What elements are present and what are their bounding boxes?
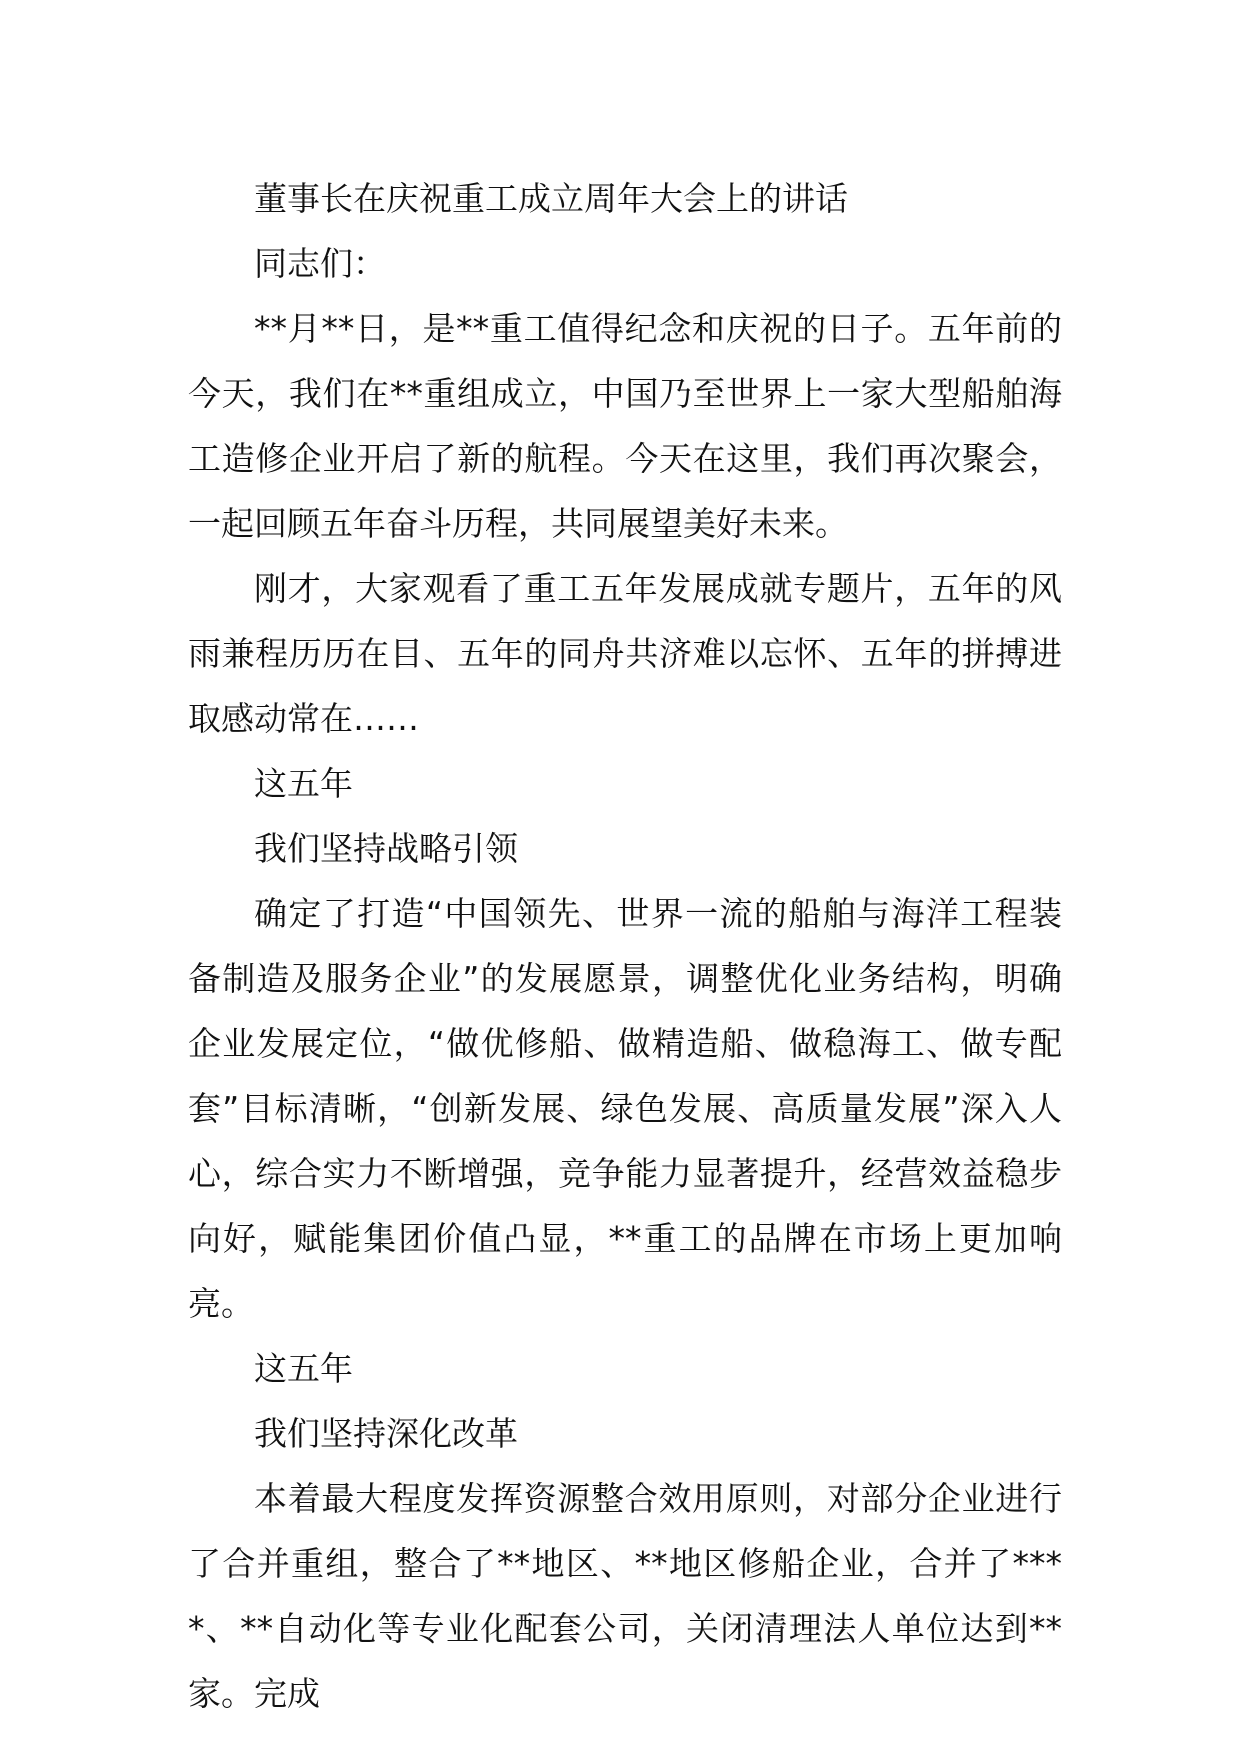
paragraph-documentary: 刚才，大家观看了重工五年发展成就专题片，五年的风雨兼程历历在目、五年的同舟共济难以忘怀、五年的拼搏进取感动常在…… bbox=[188, 569, 1062, 738]
section-heading-these-five-years: 这五年 bbox=[254, 764, 353, 803]
document-title: 董事长在庆祝重工成立周年大会上的讲话 bbox=[254, 179, 848, 218]
salutation: 同志们： bbox=[254, 244, 386, 283]
document-body bbox=[188, 166, 1062, 1726]
paragraph-reform: 本着最大程度发挥资源整合效用原则，对部分企业进行了合并重组，整合了**地区、**地区修船企业，合并了****、**自动化等专业化配套公司，关闭清理法人单位达到**家。完成 bbox=[188, 1479, 1062, 1713]
paragraph-strategy: 确定了打造“中国领先、世界一流的船舶与海洋工程装备制造及服务企业”的发展愿景，调整优化业务结构，明确企业发展定位，“做优修船、做精造船、做稳海工、做专配套”目标清晰，“创新发展、绿色发展、高质量发展”深入人心，综合实力不断增强，竞争能力显著提升，经营效益稳步向好，赋能集团价值凸显，**重工的品牌在市场上更加响亮。 bbox=[188, 894, 1062, 1323]
section-heading-these-five-years: 这五年 bbox=[254, 1349, 353, 1388]
section-subheading-reform: 我们坚持深化改革 bbox=[254, 1414, 518, 1453]
paragraph-anniversary: **月**日，是**重工值得纪念和庆祝的日子。五年前的今天，我们在**重组成立，中国乃至世界上一家大型船舶海工造修企业开启了新的航程。今天在这里，我们再次聚会，一起回顾五年奋斗历程，共同展望美好未来。 bbox=[188, 309, 1062, 543]
section-subheading-strategy: 我们坚持战略引领 bbox=[254, 829, 518, 868]
